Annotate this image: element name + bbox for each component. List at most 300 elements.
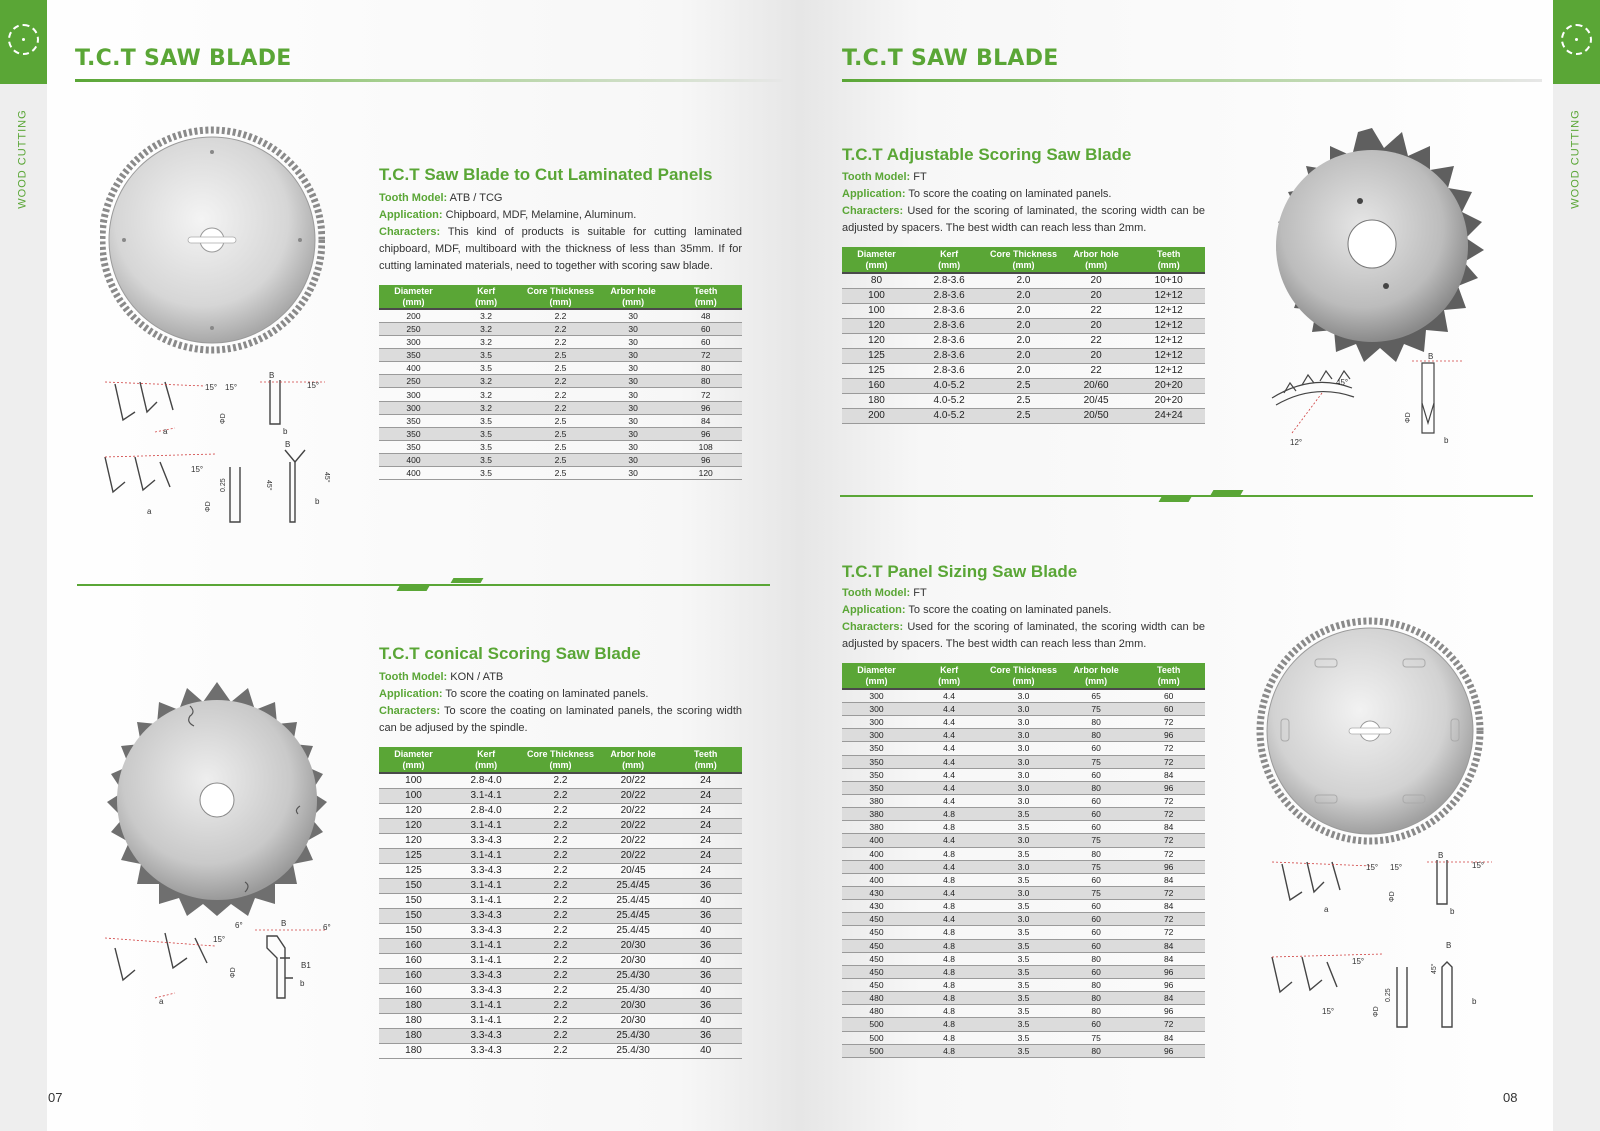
- table-cell: 72: [1132, 1018, 1205, 1031]
- table-cell: 60: [1060, 821, 1133, 834]
- table-header-row: [379, 285, 742, 309]
- table-cell: 3.5: [448, 453, 524, 466]
- table-row: [379, 969, 742, 984]
- table-cell: 60: [1060, 900, 1133, 913]
- table-cell: 2.2: [524, 388, 597, 401]
- table-cell: 80: [1060, 1005, 1133, 1018]
- table-cell: 12+12: [1132, 349, 1205, 364]
- table-cell: 3.0: [987, 860, 1060, 873]
- table-cell: 3.2: [448, 401, 524, 414]
- table-cell: 4.8: [911, 992, 987, 1005]
- table-row: [379, 954, 742, 969]
- table-cell: 2.5: [987, 394, 1060, 409]
- table-row: [842, 860, 1205, 873]
- table-cell: 84: [1132, 952, 1205, 965]
- angle-label: 15°: [307, 381, 320, 390]
- table-cell: 500: [842, 1031, 911, 1044]
- table-cell: 30: [597, 401, 670, 414]
- table-cell: 60: [1060, 742, 1133, 755]
- table-cell: 84: [1132, 1031, 1205, 1044]
- table-cell: 2.2: [524, 773, 597, 789]
- table-cell: 3.0: [987, 742, 1060, 755]
- table-cell: 350: [842, 742, 911, 755]
- table-cell: 20/30: [597, 999, 670, 1014]
- table-cell: 60: [1132, 689, 1205, 703]
- table-row: [379, 773, 742, 789]
- table-row: [379, 879, 742, 894]
- table-cell: 400: [842, 860, 911, 873]
- table-cell: 12+12: [1132, 289, 1205, 304]
- column-header: Arbor hole (mm): [597, 285, 670, 309]
- kerf-b-label: B: [1428, 353, 1434, 361]
- a-label: a: [159, 997, 164, 1006]
- column-header: Teeth (mm): [669, 747, 742, 773]
- table-cell: 350: [842, 755, 911, 768]
- table-cell: 2.0: [987, 273, 1060, 289]
- table-cell: 30: [597, 309, 670, 323]
- table-row: [379, 984, 742, 999]
- table-cell: 36: [669, 909, 742, 924]
- column-header: Core Thickness (mm): [987, 247, 1060, 273]
- table-row: [379, 349, 742, 362]
- table-cell: 2.0: [987, 319, 1060, 334]
- table-cell: 12+12: [1132, 319, 1205, 334]
- table-row: [842, 886, 1205, 899]
- angle-label: 15°: [1322, 1007, 1335, 1016]
- table-cell: 12+12: [1132, 364, 1205, 379]
- table-cell: 75: [1060, 755, 1133, 768]
- table-header-row: [379, 747, 742, 773]
- saw-blade-logo-icon: [1561, 24, 1592, 55]
- table-cell: 84: [669, 414, 742, 427]
- table-cell: 4.0-5.2: [911, 394, 987, 409]
- table-cell: 3.5: [448, 427, 524, 440]
- table-row: [379, 909, 742, 924]
- table-cell: 3.3-4.3: [448, 969, 524, 984]
- table-cell: 2.2: [524, 954, 597, 969]
- table-cell: 72: [1132, 847, 1205, 860]
- a-label: a: [163, 427, 168, 436]
- table-cell: 2.2: [524, 401, 597, 414]
- table-cell: 480: [842, 1005, 911, 1018]
- table-cell: 36: [669, 999, 742, 1014]
- table-row: [842, 847, 1205, 860]
- table-cell: 30: [597, 336, 670, 349]
- table-cell: 25.4/30: [597, 984, 670, 999]
- table-cell: 2.5: [524, 467, 597, 480]
- table-row: [379, 894, 742, 909]
- table-cell: 20: [1060, 349, 1133, 364]
- table-cell: 160: [842, 379, 911, 394]
- table-cell: 3.3-4.3: [448, 834, 524, 849]
- table-cell: 180: [379, 1014, 448, 1029]
- a-label: a: [147, 507, 152, 516]
- table-cell: 500: [842, 1044, 911, 1057]
- table-row: [842, 379, 1205, 394]
- table-cell: 160: [379, 954, 448, 969]
- table-cell: 3.2: [448, 309, 524, 323]
- table-cell: 60: [669, 323, 742, 336]
- table-cell: 65: [1060, 689, 1133, 703]
- column-header: Core Thickness (mm): [987, 663, 1060, 689]
- heading-rule-left: [75, 79, 783, 82]
- table-cell: 72: [669, 349, 742, 362]
- angle-label: 15°: [191, 465, 204, 474]
- table-cell: 3.1-4.1: [448, 1014, 524, 1029]
- table-cell: 2.5: [524, 349, 597, 362]
- table-row: [842, 729, 1205, 742]
- table-row: [842, 273, 1205, 289]
- table-cell: 40: [669, 924, 742, 939]
- table-cell: 25.4/45: [597, 879, 670, 894]
- table-cell: 24: [669, 804, 742, 819]
- table-cell: 2.2: [524, 924, 597, 939]
- table-cell: 200: [842, 409, 911, 424]
- table-cell: 12+12: [1132, 334, 1205, 349]
- table-cell: 80: [1060, 1044, 1133, 1057]
- table-cell: 20+20: [1132, 379, 1205, 394]
- table-cell: 30: [597, 453, 670, 466]
- table-cell: 80: [1060, 952, 1133, 965]
- table-cell: 180: [379, 999, 448, 1014]
- table-cell: 2.2: [524, 819, 597, 834]
- table-row: [842, 742, 1205, 755]
- table-cell: 20/50: [1060, 409, 1133, 424]
- table-cell: 4.0-5.2: [911, 379, 987, 394]
- phi-d-label: ΦD: [1405, 412, 1412, 423]
- table-cell: 3.5: [987, 926, 1060, 939]
- table-cell: 3.0: [987, 729, 1060, 742]
- table-cell: 30: [597, 349, 670, 362]
- table-cell: 3.5: [987, 873, 1060, 886]
- table-cell: 4.8: [911, 847, 987, 860]
- right-page: [800, 0, 1600, 1131]
- table-cell: 30: [597, 427, 670, 440]
- table-cell: 3.1-4.1: [448, 939, 524, 954]
- table-cell: 20/22: [597, 819, 670, 834]
- column-header: Diameter (mm): [842, 247, 911, 273]
- table-cell: 3.2: [448, 336, 524, 349]
- table-cell: 84: [1132, 939, 1205, 952]
- table-cell: 60: [1060, 913, 1133, 926]
- spec-table-adjustable: [842, 247, 1205, 424]
- table-cell: 400: [379, 362, 448, 375]
- angle-label: 15°: [1390, 863, 1403, 872]
- table-row: [842, 768, 1205, 781]
- table-cell: 3.5: [448, 362, 524, 375]
- table-cell: 40: [669, 984, 742, 999]
- table-row: [379, 864, 742, 879]
- table-cell: 20/45: [597, 864, 670, 879]
- table-cell: 80: [1060, 716, 1133, 729]
- table-cell: 120: [379, 804, 448, 819]
- table-cell: 24+24: [1132, 409, 1205, 424]
- table-cell: 96: [1132, 1005, 1205, 1018]
- table-cell: 450: [842, 952, 911, 965]
- table-cell: 4.4: [911, 755, 987, 768]
- table-cell: 20: [1060, 289, 1133, 304]
- table-row: [842, 992, 1205, 1005]
- table-cell: 80: [1060, 978, 1133, 991]
- table-row: [842, 703, 1205, 716]
- page-heading-right: T.C.T SAW BLADE: [842, 46, 1059, 71]
- table-cell: 2.5: [524, 453, 597, 466]
- table-row: [379, 804, 742, 819]
- table-cell: 80: [1060, 992, 1133, 1005]
- table-cell: 120: [842, 334, 911, 349]
- table-cell: 2.2: [524, 789, 597, 804]
- adjustable-scoring-blade-image: [1252, 126, 1492, 364]
- table-cell: 3.5: [987, 939, 1060, 952]
- table-cell: 2.2: [524, 864, 597, 879]
- table-row: [842, 978, 1205, 991]
- table-cell: 20/22: [597, 789, 670, 804]
- angle-45-label: 45°: [1431, 963, 1438, 974]
- table-cell: 180: [379, 1044, 448, 1059]
- table-cell: 3.5: [448, 414, 524, 427]
- table-cell: 2.8-3.6: [911, 364, 987, 379]
- section-info-adjustable: Tooth Model: FT Application: To score the coating on laminated panels. Characters: Used for the scoring of laminated, the scoring width can be adjusted by spacers. The best width can reach less than 2mm.: [842, 171, 1206, 234]
- table-cell: 96: [669, 427, 742, 440]
- column-header: Diameter (mm): [379, 285, 448, 309]
- table-cell: 25.4/45: [597, 909, 670, 924]
- table-cell: 72: [1132, 913, 1205, 926]
- table-cell: 72: [1132, 886, 1205, 899]
- table-row: [842, 781, 1205, 794]
- table-cell: 24: [669, 834, 742, 849]
- angle-6-label: 6°: [235, 921, 243, 930]
- section-title-adjustable: T.C.T Adjustable Scoring Saw Blade: [842, 145, 1132, 164]
- conical-scoring-blade-image: [95, 678, 340, 918]
- core-b-label: b: [1450, 907, 1455, 916]
- table-cell: 25.4/30: [597, 1029, 670, 1044]
- table-cell: 60: [1060, 926, 1133, 939]
- table-cell: 84: [1132, 992, 1205, 1005]
- table-cell: 30: [597, 467, 670, 480]
- divider-accent: [397, 586, 430, 591]
- table-cell: 96: [1132, 729, 1205, 742]
- table-cell: 3.3-4.3: [448, 1029, 524, 1044]
- table-row: [842, 716, 1205, 729]
- table-cell: 48: [669, 309, 742, 323]
- side-label-right: WOOD CUTTING: [1570, 109, 1583, 209]
- thickness-label: 0.25: [1385, 988, 1392, 1002]
- table-cell: 450: [842, 926, 911, 939]
- table-cell: 2.5: [524, 414, 597, 427]
- table-cell: 2.2: [524, 894, 597, 909]
- angle-12-label: 12°: [1290, 438, 1303, 447]
- table-cell: 2.2: [524, 849, 597, 864]
- column-header: Core Thickness (mm): [524, 285, 597, 309]
- kerf-b-label: B: [281, 919, 287, 928]
- table-cell: 30: [597, 414, 670, 427]
- column-header: Diameter (mm): [842, 663, 911, 689]
- heading-rule-right: [842, 79, 1542, 82]
- table-cell: 36: [669, 1029, 742, 1044]
- column-header: Kerf (mm): [911, 247, 987, 273]
- table-cell: 60: [1060, 794, 1133, 807]
- table-cell: 430: [842, 900, 911, 913]
- table-cell: 10+10: [1132, 273, 1205, 289]
- table-cell: 36: [669, 879, 742, 894]
- table-cell: 2.2: [524, 323, 597, 336]
- table-cell: 2.0: [987, 349, 1060, 364]
- thickness-label: 0.25: [220, 478, 227, 492]
- table-cell: 75: [1060, 886, 1133, 899]
- divider-accent: [451, 578, 484, 583]
- table-cell: 2.0: [987, 304, 1060, 319]
- table-cell: 3.1-4.1: [448, 879, 524, 894]
- table-cell: 3.5: [987, 978, 1060, 991]
- spec-table-panel-sizing: [842, 663, 1205, 1058]
- table-cell: 24: [669, 864, 742, 879]
- table-cell: 100: [842, 304, 911, 319]
- table-cell: 2.2: [524, 804, 597, 819]
- table-cell: 350: [842, 768, 911, 781]
- table-cell: 3.3-4.3: [448, 1044, 524, 1059]
- table-cell: 3.5: [448, 440, 524, 453]
- angle-label: 15°: [1472, 861, 1485, 870]
- table-cell: 20/22: [597, 834, 670, 849]
- table-cell: 4.4: [911, 703, 987, 716]
- angle-label: 15°: [1366, 863, 1379, 872]
- phi-d-label: ΦD: [205, 501, 212, 512]
- table-cell: 20/22: [597, 804, 670, 819]
- table-cell: 25.4/45: [597, 894, 670, 909]
- table-row: [379, 999, 742, 1014]
- table-cell: 30: [597, 440, 670, 453]
- table-cell: 25.4/30: [597, 969, 670, 984]
- table-cell: 4.8: [911, 952, 987, 965]
- table-cell: 24: [669, 773, 742, 789]
- panel-sizing-tooth-diagram: [1262, 852, 1502, 1037]
- table-cell: 72: [1132, 808, 1205, 821]
- table-cell: 25.4/45: [597, 924, 670, 939]
- table-cell: 2.2: [524, 879, 597, 894]
- side-label-left: WOOD CUTTING: [17, 109, 30, 209]
- table-cell: 2.5: [987, 409, 1060, 424]
- spec-table-conical: [379, 747, 742, 1059]
- core-b-label: b: [300, 979, 305, 988]
- table-cell: 4.4: [911, 860, 987, 873]
- table-row: [379, 427, 742, 440]
- angle-45-label: 45°: [323, 472, 330, 483]
- table-cell: 4.8: [911, 808, 987, 821]
- table-cell: 350: [842, 781, 911, 794]
- table-cell: 72: [1132, 794, 1205, 807]
- table-cell: 380: [842, 794, 911, 807]
- table-row: [842, 926, 1205, 939]
- table-cell: 20/22: [597, 849, 670, 864]
- divider-accent: [1159, 497, 1192, 502]
- table-cell: 4.8: [911, 1018, 987, 1031]
- table-cell: 96: [1132, 965, 1205, 978]
- angle-label: 15°: [205, 383, 218, 392]
- table-cell: 3.5: [987, 965, 1060, 978]
- table-cell: 2.5: [524, 427, 597, 440]
- table-cell: 4.8: [911, 939, 987, 952]
- table-cell: 400: [842, 847, 911, 860]
- phi-d-label: ΦD: [1389, 891, 1396, 902]
- table-cell: 4.8: [911, 965, 987, 978]
- table-cell: 72: [1132, 742, 1205, 755]
- table-cell: 2.8-3.6: [911, 304, 987, 319]
- table-cell: 20/30: [597, 954, 670, 969]
- table-cell: 60: [1132, 703, 1205, 716]
- table-cell: 20/30: [597, 939, 670, 954]
- table-cell: 350: [379, 349, 448, 362]
- table-cell: 36: [669, 969, 742, 984]
- page-number-left: 07: [48, 1090, 63, 1105]
- divider-accent: [1211, 490, 1244, 495]
- table-cell: 60: [1060, 873, 1133, 886]
- table-row: [379, 309, 742, 323]
- table-cell: 450: [842, 965, 911, 978]
- table-cell: 2.2: [524, 375, 597, 388]
- table-row: [842, 873, 1205, 886]
- table-row: [842, 965, 1205, 978]
- column-header: Arbor hole (mm): [1060, 247, 1133, 273]
- table-row: [379, 924, 742, 939]
- column-header: Diameter (mm): [379, 747, 448, 773]
- table-cell: 4.8: [911, 1031, 987, 1044]
- table-cell: 4.4: [911, 716, 987, 729]
- table-cell: 80: [1060, 847, 1133, 860]
- table-cell: 3.5: [987, 900, 1060, 913]
- angle-45-label: 45°: [1336, 378, 1349, 387]
- table-cell: 450: [842, 939, 911, 952]
- section-info-panel-sizing: Tooth Model: FT Application: To score the coating on laminated panels. Characters: Used for the scoring of laminated, the scoring width can be adjusted by spacers. The best width can reach less than 2mm.: [842, 587, 1206, 650]
- table-cell: 350: [379, 440, 448, 453]
- table-cell: 3.5: [987, 992, 1060, 1005]
- table-row: [842, 319, 1205, 334]
- table-cell: 40: [669, 1044, 742, 1059]
- table-row: [379, 1014, 742, 1029]
- table-row: [842, 808, 1205, 821]
- table-cell: 4.4: [911, 781, 987, 794]
- column-header: Kerf (mm): [448, 747, 524, 773]
- table-header-row: [842, 247, 1205, 273]
- table-cell: 30: [597, 323, 670, 336]
- table-cell: 72: [1132, 755, 1205, 768]
- table-cell: 100: [379, 789, 448, 804]
- table-cell: 40: [669, 894, 742, 909]
- table-cell: 400: [379, 453, 448, 466]
- panel-sizing-blade-image: [1255, 615, 1485, 847]
- table-cell: 2.5: [987, 379, 1060, 394]
- table-row: [379, 939, 742, 954]
- table-cell: 40: [669, 1014, 742, 1029]
- table-cell: 12+12: [1132, 304, 1205, 319]
- table-row: [842, 349, 1205, 364]
- table-cell: 2.2: [524, 834, 597, 849]
- conical-tooth-diagram: [95, 918, 340, 1013]
- core-b-label: b: [1444, 436, 1449, 445]
- table-cell: 2.8-4.0: [448, 804, 524, 819]
- table-cell: 72: [1132, 834, 1205, 847]
- table-cell: 60: [1060, 1018, 1133, 1031]
- table-cell: 180: [379, 1029, 448, 1044]
- table-cell: 125: [842, 364, 911, 379]
- section-title-conical: T.C.T conical Scoring Saw Blade: [379, 644, 641, 663]
- table-row: [379, 336, 742, 349]
- table-cell: 2.2: [524, 1029, 597, 1044]
- a-label: a: [1324, 905, 1329, 914]
- table-cell: 20: [1060, 273, 1133, 289]
- table-cell: 80: [669, 362, 742, 375]
- table-cell: 3.0: [987, 755, 1060, 768]
- table-cell: 96: [1132, 860, 1205, 873]
